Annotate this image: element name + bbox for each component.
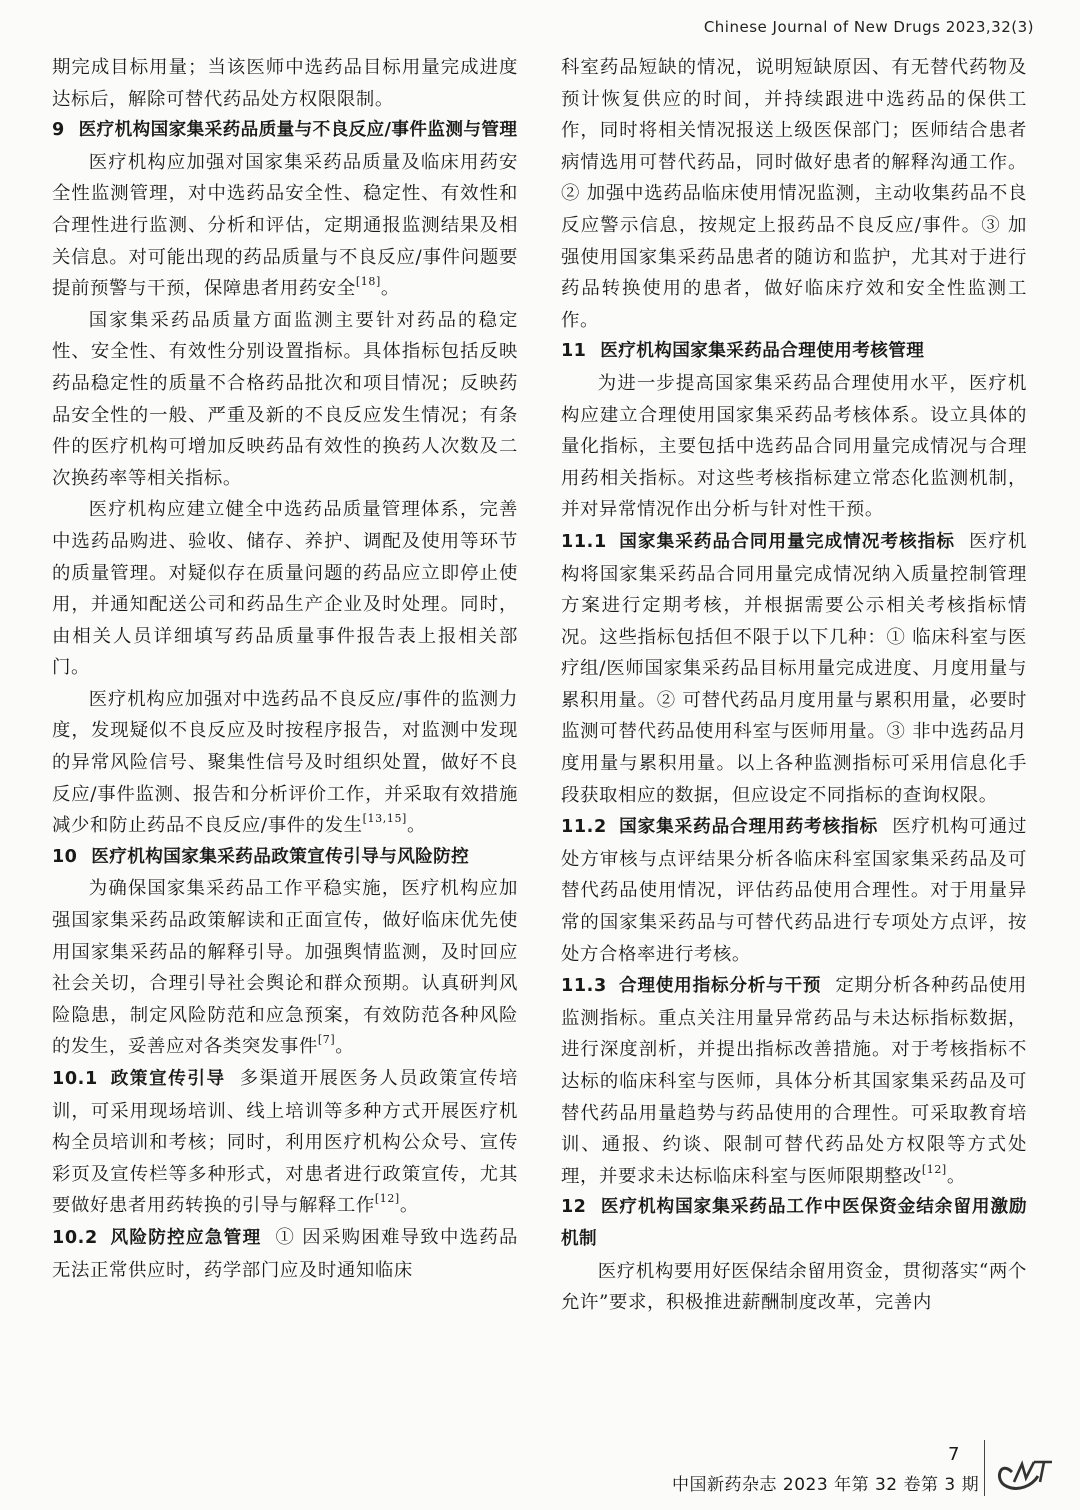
running-head: Chinese Journal of New Drugs 2023,32(3) [703,18,1034,36]
subsection-number: 11.1 [561,531,607,552]
punctuation: 。 [335,1036,355,1058]
subsection-11-1 [561,526,1027,811]
paragraph [52,684,518,842]
punctuation: 。 [399,1195,419,1217]
paragraph-text: 医疗机构应加强对国家集采药品质量及临床用药安全性监测管理，对中选药品安全性、稳定性、有效性和合理性进行监测、分析和评估，定期通报监测结果及相关信息。对可能出现的药品质量与不良反应/事件问题要提前预警与干预，保障患者用药安全 [52,151,518,300]
section-11-heading [561,336,1027,368]
citation: [13,15] [362,812,407,826]
left-column [52,52,518,1286]
subsection-title: 国家集采药品合理用药考核指标 [618,817,879,838]
subsection-11-3 [561,970,1027,1192]
paragraph: 科室药品短缺的情况，说明短缺原因、有无替代药物及预计恢复供应的时间，并持续跟进中选药品的保供工作，同时将相关情况报送上级医保部门；医师结合患者病情选用可替代药品，同时做好患者的解释沟通工作。② 加强中选药品临床使用情况监测，主动收集药品不良反应警示信息，按规定上报药品不良反应/事件。③ 加强使用国家集采药品患者的随访和监护，尤其对于进行药品转换使用的患者，做好临床疗效和安全性监测工作。 [561,57,1027,331]
citation: [12] [374,1192,400,1206]
subsection-text: 多渠道开展医务人员政策宣传培训，可采用现场培训、线上培训等多种方式开展医疗机构全员培训和考核；同时，利用医疗机构公众号、宣传彩页及宣传栏等多种形式，对患者进行政策宣传，尤其要做好患者用药转换的引导与解释工作 [52,1068,518,1217]
citation: [7] [317,1033,336,1047]
subsection-11-2 [561,811,1027,970]
subsection-number: 11.2 [561,817,607,838]
subsection-title: 合理使用指标分析与干预 [618,976,822,997]
punctuation: 。 [406,815,426,837]
punctuation: 。 [946,1165,966,1187]
paragraph: 为进一步提高国家集采药品合理使用水平，医疗机构应建立合理使用国家集采药品考核体系。设立具体的量化指标，主要包括中选药品合同用量完成情况与合理用药相关指标。对这些考核指标建立常态化监测机制，并对异常情况作出分析与针对性干预。 [561,372,1027,521]
subsection-title: 政策宣传引导 [109,1069,226,1089]
subsection-text: 定期分析各种药品使用监测指标。重点关注用量异常药品与未达标指标数据，进行深度剖析，并提出指标改善措施。对于考核指标不达标的临床科室与医师，具体分析其国家集采药品及可替代药品用量趋势与药品使用的合理性。可采取教育培训、通报、约谈、限制可替代药品处方权限等方式处理，并要求未达标临床科室与医师限期整改 [561,975,1027,1187]
citation: [18] [355,275,381,289]
section-number: 9 [52,120,65,141]
paragraph [52,873,518,1063]
paragraph-text: 医疗机构应加强对中选药品不良反应/事件的监测力度，发现疑似不良反应及时按程序报告，对监测中发现的异常风险信号、聚集性信号及时组织处置，做好不良反应/事件监测、报告和分析评价工作，并采取有效措施减少和防止药品不良反应/事件的发生 [52,688,518,837]
section-number: 10 [52,846,78,867]
paragraph: 医疗机构要用好医保结余留用资金，贯彻落实“两个允许”要求，积极推进薪酬制度改革，完善内 [561,1260,1027,1314]
subsection-number: 10.1 [52,1069,98,1089]
subsection-text: 医疗机构将国家集采药品合同用量完成情况纳入质量控制管理方案进行定期考核，并根据需要公示相关考核指标情况。这些指标包括但不限于以下几种：① 临床科室与医疗组/医师国家集采药品目标用量完成进度、月度用量与累积用量。② 可替代药品月度用量与累积用量，必要时监测可替代药品使用科室与医师用量。③ 非中选药品月度用量与累积用量。以上各种监测指标可采用信息化手段获取相应的数据，但应设定不同指标的查询权限。 [561,530,1027,806]
footer-divider [984,1440,985,1496]
citation: [12] [921,1162,947,1176]
section-number: 11 [561,341,587,362]
subsection-number: 11.3 [561,976,607,997]
subsection-10-1 [52,1063,518,1222]
paragraph-text: 为确保国家集采药品工作平稳实施，医疗机构应加强国家集采药品政策解读和正面宣传，做好临床优先使用国家集采药品的解释引导。加强舆情监测，及时回应社会关切，合理引导社会舆论和群众预期。认真研判风险隐患，制定风险防范和应急预案，有效防范各种风险的发生，妥善应对各类突发事件 [52,878,518,1058]
right-column [561,52,1027,1319]
section-9-heading [52,115,518,147]
section-number: 12 [561,1197,587,1218]
section-title: 医疗机构国家集采药品政策宣传引导与风险防控 [91,846,470,867]
section-10-heading [52,842,518,874]
paragraph: 国家集采药品质量方面监测主要针对药品的稳定性、安全性、有效性分别设置指标。具体指标包括反映药品稳定性的质量不合格药品批次和项目情况；反映药品安全性的一般、严重及新的不良反应发生情况；有条件的医疗机构可增加反映药品有效性的换药人次数及二次换药率等相关指标。 [52,309,518,489]
section-title: 医疗机构国家集采药品工作中医保资金结余留用激励机制 [561,1197,1027,1249]
subsection-title: 国家集采药品合同用量完成情况考核指标 [618,531,956,552]
section-12-heading [561,1192,1027,1255]
subsection-title: 风险防控应急管理 [109,1227,262,1248]
subsection-text: 医疗机构可通过处方审核与点评结果分析各临床科室国家集采药品及可替代药品使用情况，评估药品使用合理性。对于用量异常的国家集采药品与可替代药品进行专项处方点评，按处方合格率进行考核。 [561,816,1028,965]
paragraph [52,147,518,305]
paragraph: 期完成目标用量；当该医师中选药品目标用量完成进度达标后，解除可替代药品处方权限限制。 [52,57,518,110]
punctuation: 。 [380,278,400,300]
journal-footer: 中国新药杂志 2023 年第 32 卷第 3 期 [672,1475,980,1495]
subsection-text: ① 因采购困难导致中选药品无法正常供应时，药学部门应及时通知临床 [52,1226,518,1281]
section-title: 医疗机构国家集采药品合理使用考核管理 [600,341,925,362]
njd-journal-logo-icon [992,1452,1056,1492]
section-title: 医疗机构国家集采药品质量与不良反应/事件监测与管理 [78,120,518,141]
subsection-10-2 [52,1222,518,1286]
paragraph: 医疗机构应建立健全中选药品质量管理体系，完善中选药品购进、验收、储存、养护、调配及使用等环节的质量管理。对疑似存在质量问题的药品应立即停止使用，并通知配送公司和药品生产企业及时处理。同时，由相关人员详细填写药品质量事件报告表上报相关部门。 [52,499,518,679]
page-number: 7 [948,1444,960,1465]
subsection-number: 10.2 [52,1227,98,1248]
